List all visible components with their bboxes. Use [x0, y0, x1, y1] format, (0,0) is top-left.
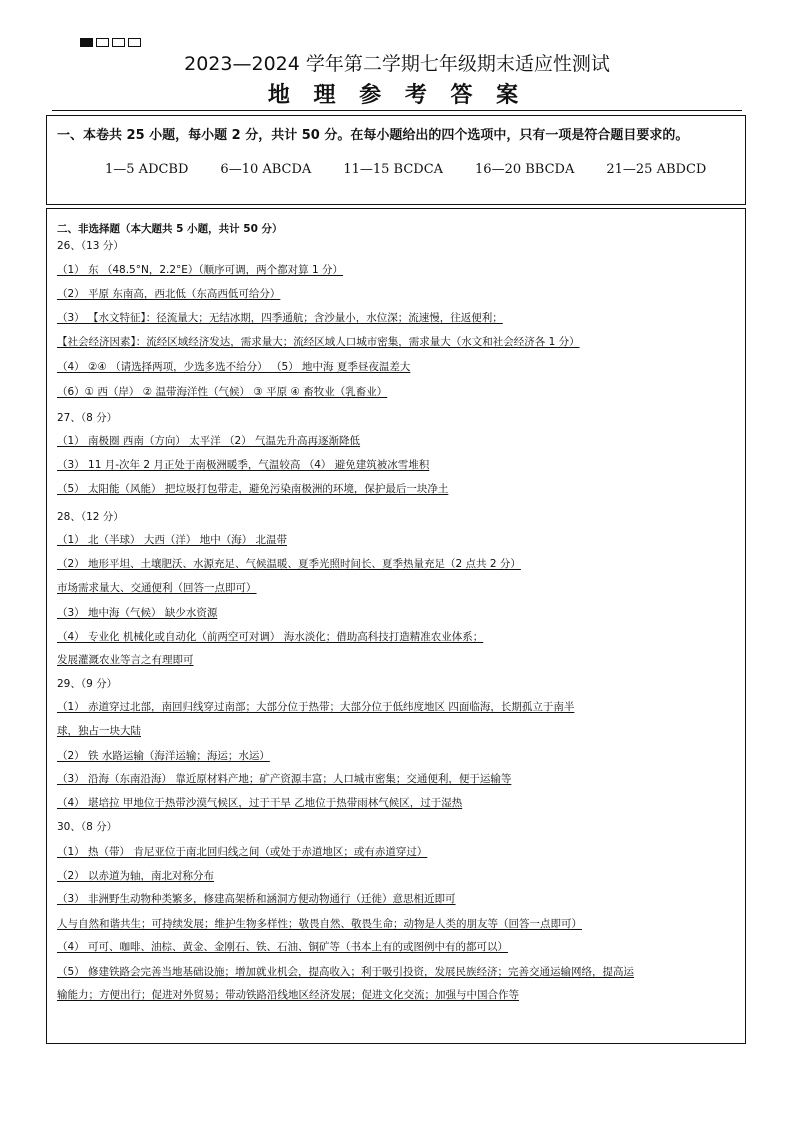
answer-group: 6—10 ABCDA: [220, 162, 312, 177]
answer-line: 29、（9 分）: [57, 678, 118, 690]
answer-line: （1） 赤道穿过北部，南回归线穿过南部；大部分位于热带；大部分位于低纬度地区 四面临海，长期孤立于南半: [57, 701, 575, 713]
answer-group: 11—15 BCDCA: [343, 162, 444, 177]
section1-box: [46, 115, 746, 205]
answer-key-row: [105, 162, 706, 177]
page-indicator-empty-square: [96, 38, 109, 47]
answer-line: （3） 11 月-次年 2 月正处于南极洲暖季，气温较高 （4） 避免建筑被冰雪堆积: [57, 459, 430, 471]
section1-heading: 一、本卷共 25 小题，每小题 2 分，共计 50 分。在每小题给出的四个选项中，只有一项是符合题目要求的。: [57, 128, 689, 143]
title-rule: [52, 110, 742, 111]
answer-line: （3） 地中海（气候） 缺少水资源: [57, 607, 218, 619]
answer-line: 人与自然和谐共生；可持续发展；维护生物多样性；敬畏自然、敬畏生命；动物是人类的朋友等（回答一点即可）: [57, 918, 582, 930]
document-title: 2023—2024 学年第二学期七年级期末适应性测试: [184, 53, 610, 75]
answer-line: （4） 可可、咖啡、油棕、黄金、金刚石、铁、石油、铜矿等（书本上有的或图例中有的都可以）: [57, 941, 509, 953]
document-subtitle: 地 理 参 考 答 案: [267, 83, 527, 108]
answer-group: 21—25 ABDCD: [606, 162, 707, 177]
answer-line: 27、（8 分）: [57, 412, 118, 424]
section2-heading: 二、非选择题（本大题共 5 小题，共计 50 分）: [57, 223, 283, 235]
answer-line: （3） 沿海（东南沿海） 靠近原材料产地；矿产资源丰富；人口城市密集；交通便利，便于运输等: [57, 773, 512, 785]
answer-line: （3） 【水文特征】：径流量大；无结冰期，四季通航；含沙量小，水位深；流速慢，往返便利；: [57, 312, 503, 324]
page-indicator-filled-square: [80, 38, 93, 47]
answer-line: （2） 平原 东南高，西北低（东高西低可给分）: [57, 288, 281, 300]
answer-line: （2） 地形平坦、土壤肥沃、水源充足、气候温暖、夏季光照时间长、夏季热量充足（2 点共 2 分）: [57, 558, 521, 570]
page-indicator-empty-square: [112, 38, 125, 47]
answer-line: 输能力；方便出行；促进对外贸易；带动铁路沿线地区经济发展；促进文化交流；加强与中国合作等: [57, 989, 519, 1001]
answer-line: 26、（13 分）: [57, 240, 124, 252]
answer-line: （6）① 西（岸） ② 温带海洋性（气候） ③ 平原 ④ 畜牧业（乳畜业）: [57, 386, 388, 398]
section2-box: [46, 208, 746, 1044]
answer-line: （1） 东 （48.5°N，2.2°E）（顺序可调，两个都对算 1 分）: [57, 264, 344, 276]
answer-line: （2） 以赤道为轴，南北对称分布: [57, 870, 215, 882]
answer-line: （5） 太阳能（风能） 把垃圾打包带走，避免污染南极洲的环境，保护最后一块净土: [57, 483, 449, 495]
page-indicator-empty-square: [128, 38, 141, 47]
answer-line: （4） 堪培拉 甲地位于热带沙漠气候区，过于干旱 乙地位于热带雨林气候区，过于湿热: [57, 797, 463, 809]
page-indicator: [80, 38, 141, 47]
answer-line: 市场需求量大、交通便利（回答一点即可）: [57, 582, 257, 594]
answer-line: 【社会经济因素】：流经区域经济发达，需求量大；流经区域人口城市密集，需求量大（水文和社会经济各 1 分）: [57, 336, 580, 348]
answer-line: 发展灌溉农业等言之有理即可: [57, 654, 194, 666]
answer-line: （4） ②④ （请选择两项，少选多选不给分） （5） 地中海 夏季昼夜温差大: [57, 361, 411, 373]
answer-line: （2） 铁 水路运输（海洋运输；海运；水运）: [57, 750, 270, 762]
answer-line: （1） 热（带） 肯尼亚位于南北回归线之间（或处于赤道地区；或有赤道穿过）: [57, 846, 428, 858]
answer-group: 1—5 ADCBD: [105, 162, 189, 177]
answer-line: 球，独占一块大陆: [57, 725, 141, 737]
answer-line: 30、（8 分）: [57, 821, 118, 833]
answer-line: （3） 非洲野生动物种类繁多，修建高架桥和涵洞方便动物通行（迁徙）意思相近即可: [57, 893, 456, 905]
answer-line: （5） 修建铁路会完善当地基础设施；增加就业机会，提高收入；利于吸引投资，发展民族经济；完善交通运输网络，提高运: [57, 966, 635, 978]
answer-line: （1） 南极圈 西南（方向） 太平洋 （2） 气温先升高再逐渐降低: [57, 435, 361, 447]
answer-line: （4） 专业化 机械化或自动化（前两空可对调） 海水淡化；借助高科技打造精准农业体系；: [57, 631, 484, 643]
answer-group: 16—20 BBCDA: [475, 162, 575, 177]
answer-line: 28、（12 分）: [57, 511, 124, 523]
answer-line: （1） 北（半球） 大西（洋） 地中（海） 北温带: [57, 534, 288, 546]
